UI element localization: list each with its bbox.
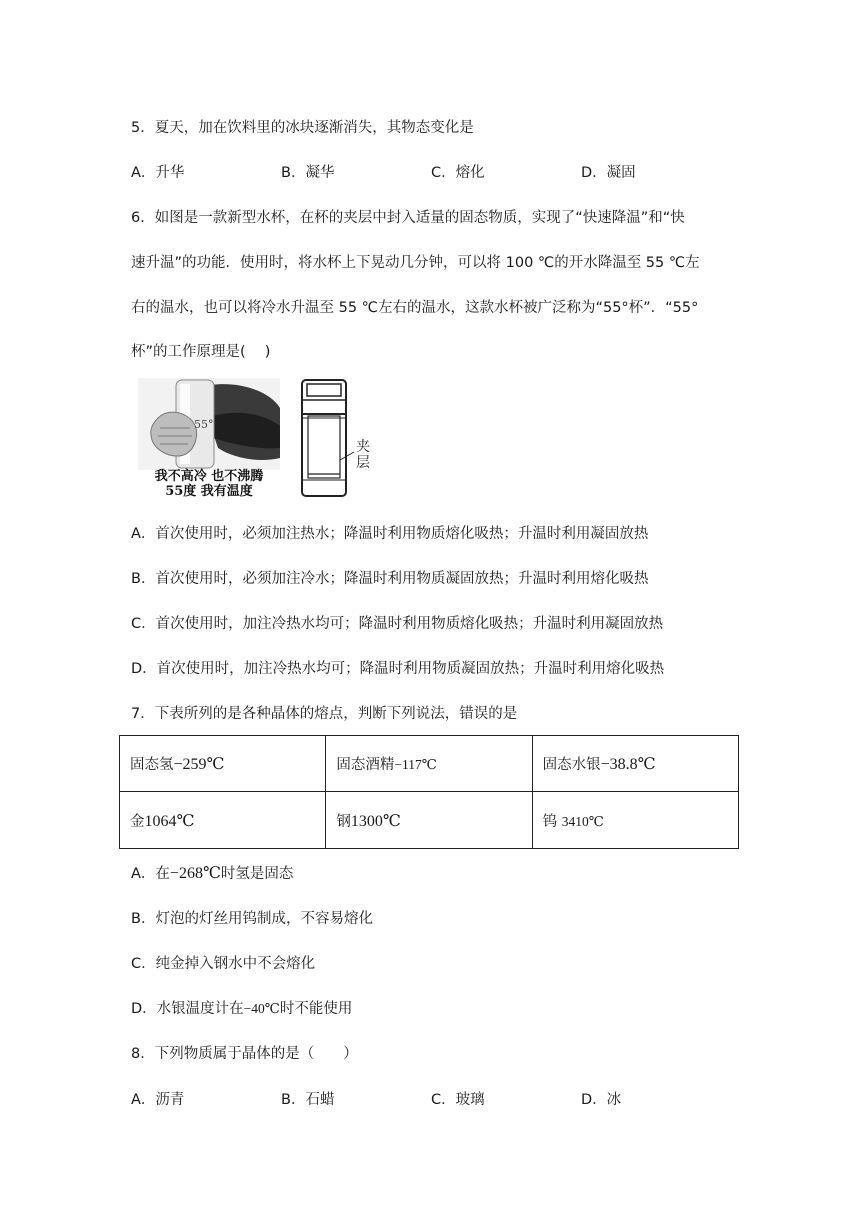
q6-figure bbox=[131, 378, 386, 500]
q8-option-c[interactable]: C．玻璃 bbox=[431, 1092, 485, 1108]
layer-label-2: 层 bbox=[356, 455, 370, 471]
table-cell bbox=[120, 736, 326, 792]
cup-section-drawing bbox=[294, 378, 386, 500]
substance-name: 钢 bbox=[336, 813, 351, 830]
q7-option-c[interactable]: C．纯金掉入钢水中不会熔化 bbox=[131, 956, 316, 972]
table-row bbox=[120, 736, 739, 792]
q7-option-a[interactable] bbox=[131, 864, 293, 884]
option-value: −40℃ bbox=[243, 1001, 280, 1016]
substance-name: 钨 bbox=[542, 813, 558, 830]
substance-name: 固态水银 bbox=[542, 757, 601, 773]
q8-option-d[interactable]: D．冰 bbox=[581, 1092, 622, 1108]
cup-photo bbox=[138, 378, 280, 500]
q6-stem-line-2: 速升温”的功能．使用时，将水杯上下晃动几分钟，可以将 100 ℃的开水降温至 55 ℃左 bbox=[131, 255, 700, 271]
q6-option-c[interactable]: C．首次使用时，加注冷热水均可；降温时利用物质熔化吸热；升温时利用凝固放热 bbox=[131, 616, 664, 632]
q5-option-b[interactable]: B．凝华 bbox=[281, 165, 335, 181]
q7-stem: 7．下表所列的是各种晶体的熔点，判断下列说法，错误的是 bbox=[131, 706, 518, 722]
melting-point-value: 1300℃ bbox=[350, 812, 401, 830]
photo-caption-line-1: 我不高冷 也不沸腾 bbox=[154, 469, 264, 484]
melting-point-value: −38.8℃ bbox=[600, 756, 656, 773]
melting-point-value: −259℃ bbox=[173, 756, 225, 773]
q7-option-b[interactable]: B．灯泡的灯丝用钨制成，不容易熔化 bbox=[131, 911, 373, 927]
melting-point-value: 3410℃ bbox=[561, 813, 604, 829]
q5-option-d[interactable]: D．凝固 bbox=[581, 165, 636, 181]
substance-name: 金 bbox=[130, 813, 145, 830]
cup-55-mark: 55° bbox=[194, 418, 214, 431]
q5-option-c[interactable]: C．熔化 bbox=[431, 165, 485, 181]
option-prefix: A．在 bbox=[131, 866, 170, 882]
option-suffix: 时不能使用 bbox=[279, 1001, 353, 1017]
q6-option-a[interactable]: A．首次使用时，必须加注热水；降温时利用物质熔化吸热；升温时利用凝固放热 bbox=[131, 526, 649, 542]
table-cell bbox=[326, 736, 532, 792]
option-suffix: 时氢是固态 bbox=[220, 866, 294, 882]
q6-option-d[interactable]: D．首次使用时，加注冷热水均可；降温时利用物质凝固放热；升温时利用熔化吸热 bbox=[131, 661, 665, 677]
table-cell bbox=[532, 792, 738, 849]
cup-cross-section-diagram bbox=[294, 378, 386, 500]
q8-option-a[interactable]: A．沥青 bbox=[131, 1092, 185, 1108]
q5-option-a[interactable]: A．升华 bbox=[131, 165, 185, 181]
q7-option-d[interactable] bbox=[131, 999, 352, 1019]
q8-option-b[interactable]: B．石蜡 bbox=[281, 1092, 335, 1108]
melting-point-value: 1064℃ bbox=[144, 812, 195, 830]
substance-name: 固态酒精 bbox=[336, 757, 395, 773]
melting-point-value: −117℃ bbox=[394, 757, 437, 772]
q8-stem: 8．下列物质属于晶体的是（ ） bbox=[131, 1046, 358, 1062]
q6-option-b[interactable]: B．首次使用时，必须加注冷水；降温时利用物质凝固放热；升温时利用熔化吸热 bbox=[131, 571, 649, 587]
q6-stem-line-3: 右的温水，也可以将冷水升温至 55 ℃左右的温水，这款水杯被广泛称为“55°杯”．“55° bbox=[131, 300, 699, 316]
table-cell bbox=[532, 736, 738, 792]
option-value: −268℃ bbox=[169, 865, 221, 882]
photo-caption-line-2: 55度 我有温度 bbox=[165, 484, 253, 499]
substance-name: 固态氢 bbox=[130, 757, 174, 773]
table-row bbox=[120, 792, 739, 849]
q6-stem-line-1: 6．如图是一款新型水杯，在杯的夹层中封入适量的固态物质，实现了“快速降温”和“快 bbox=[131, 210, 685, 226]
table-cell bbox=[120, 792, 326, 849]
q5-stem: 5．夏天，加在饮料里的冰块逐渐消失，其物态变化是 bbox=[131, 120, 474, 136]
melting-point-table bbox=[119, 735, 739, 849]
q6-stem-line-4: 杯”的工作原理是( ) bbox=[131, 344, 271, 360]
table-cell bbox=[326, 792, 532, 849]
option-prefix: D．水银温度计在 bbox=[131, 1001, 244, 1017]
layer-label-1: 夹 bbox=[356, 439, 370, 455]
